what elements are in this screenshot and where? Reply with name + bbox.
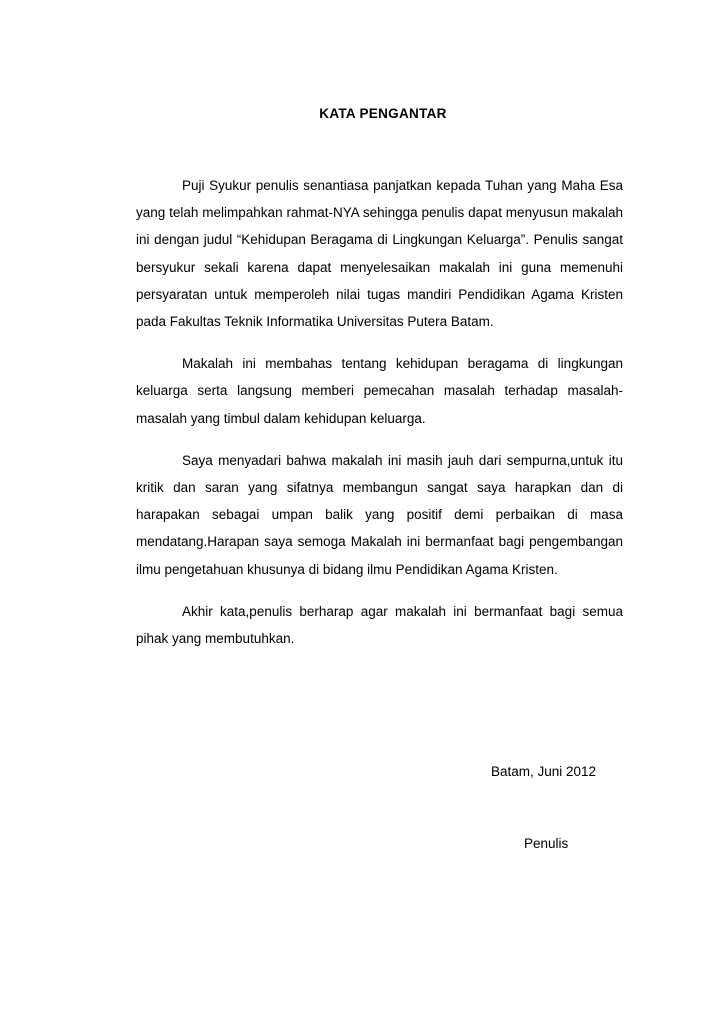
paragraph-1: Puji Syukur penulis senantiasa panjatkan kepada Tuhan yang Maha Esa yang telah melimpahkan rahmat-NYA sehingga penulis dapat menyusun makalah ini dengan judul “Kehidupan Beragama di Lingkungan Keluarga”. Penulis sangat bersyukur sekali karena dapat menyelesaikan makalah ini guna memenuhi persyaratan untuk memperoleh nilai tugas mandiri Pendidikan Agama Kristen pada Fakultas Teknik Informatika Universitas Putera Batam. bbox=[136, 178, 623, 330]
paragraph-2: Makalah ini membahas tentang kehidupan beragama di lingkungan keluarga serta langsung memberi pemecahan masalah terhadap masalah-masalah yang timbul dalam kehidupan keluarga. bbox=[136, 356, 623, 426]
author-signature: Penulis bbox=[524, 836, 569, 851]
place-date: Batam, Juni 2012 bbox=[491, 764, 597, 779]
body-text bbox=[136, 172, 623, 667]
paragraph-4: Akhir kata,penulis berharap agar makalah ini bermanfaat bagi semua pihak yang membutuhkan. bbox=[136, 603, 623, 647]
paragraph-3: Saya menyadari bahwa makalah ini masih jauh dari sempurna,untuk itu kritik dan saran yang sifatnya membangun sangat saya harapkan dan di harapakan sebagai umpan balik yang positif demi perbaikan di masa mendatang.Harapan saya semoga Makalah ini bermanfaat bagi pengembangan ilmu pengetahuan khusunya di bidang ilmu Pendidikan Agama Kristen. bbox=[136, 452, 623, 577]
page-title: KATA PENGANTAR bbox=[319, 106, 447, 121]
